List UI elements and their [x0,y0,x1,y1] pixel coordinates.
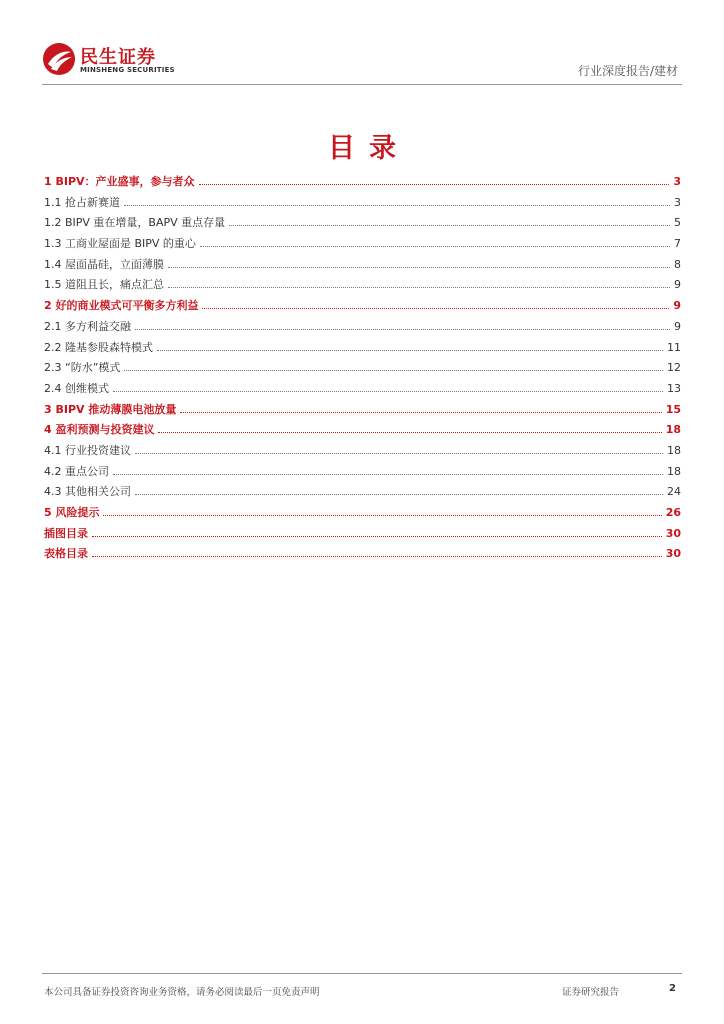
toc-entry-page[interactable]: 9 [673,299,681,313]
toc-title: 目录 [328,133,410,164]
company-logo [42,40,182,80]
toc-entry[interactable] [44,442,681,463]
toc-leader-dots [135,452,663,454]
toc-entry-label[interactable]: 2 好的商业模式可平衡多方利益 [44,299,199,313]
toc-leader-dots [113,390,663,392]
toc-entry[interactable] [44,483,681,504]
toc-entry-page[interactable]: 8 [674,257,681,271]
toc-entry-label[interactable]: 2.3 “防水”模式 [44,361,121,375]
toc-entry[interactable] [44,463,681,484]
footer-disclaimer: 本公司具备证券投资咨询业务资格，请务必阅读最后一页免责声明 [44,987,320,998]
toc-leader-dots [200,245,670,247]
toc-leader-dots [113,473,663,475]
toc-leader-dots [92,535,662,537]
toc-entry[interactable] [44,235,681,256]
toc-entry-label[interactable]: 5 风险提示 [44,506,100,519]
toc-entry-page[interactable]: 5 [674,216,681,230]
toc-entry-page[interactable]: 15 [665,402,681,416]
toc-entry[interactable] [44,545,681,566]
toc-entry[interactable] [44,380,681,401]
toc-entry-label[interactable]: 1.2 BIPV 重在增量，BAPV 重点存量 [44,216,226,230]
toc-entry-label[interactable]: 1.5 道阻且长，痛点汇总 [44,278,164,292]
toc-entry-label[interactable]: 1.1 抢占新赛道 [44,195,120,209]
toc-entry[interactable] [44,276,681,297]
toc-entry-label[interactable]: 4.2 重点公司 [44,464,109,478]
toc-entry[interactable] [44,214,681,235]
toc-entry[interactable] [44,359,681,380]
toc-entry-page[interactable]: 3 [673,175,681,188]
toc-entry-page[interactable]: 18 [665,423,681,437]
toc-leader-dots [168,266,670,268]
toc-entry[interactable] [44,297,681,318]
toc-leader-dots [157,349,663,351]
toc-entry-page[interactable]: 7 [674,237,681,251]
toc-entry-label[interactable]: 3 BIPV 推动薄膜电池放量 [44,402,177,416]
toc-leader-dots [135,493,663,495]
toc-leader-dots [229,224,670,226]
toc-entry[interactable] [44,525,681,546]
minsheng-logo-icon [42,42,76,76]
toc-leader-dots [135,328,670,330]
toc-entry-page[interactable]: 9 [674,319,681,333]
toc-entry[interactable] [44,173,681,194]
toc-entry[interactable] [44,339,681,360]
toc-leader-dots [124,204,670,206]
toc-entry-page[interactable]: 18 [667,443,681,457]
toc-leader-dots [158,431,661,433]
toc-leader-dots [180,411,661,413]
toc-entry-label[interactable]: 2.2 隆基参股森特模式 [44,340,153,354]
toc-entry-label[interactable]: 1.3 工商业屋面是 BIPV 的重心 [44,237,196,251]
toc-entry-page[interactable]: 24 [667,485,681,499]
toc-entry-page[interactable]: 13 [667,381,681,395]
toc-entry-label[interactable]: 4 盈利预测与投资建议 [44,423,155,437]
toc-entry[interactable] [44,194,681,215]
toc-entry[interactable] [44,256,681,277]
page-footer [42,973,682,1004]
toc-entry[interactable] [44,318,681,339]
toc-leader-dots [168,286,670,288]
report-category: 行业深度报告/建材 [577,64,678,78]
logo-chinese-name: 民生证券 [80,47,156,68]
toc-leader-dots [202,307,669,309]
toc-entry-label[interactable]: 表格目录 [44,547,88,561]
toc-entry-page[interactable]: 26 [665,506,681,519]
toc-entry-label[interactable]: 4.3 其他相关公司 [44,485,131,499]
toc-entry-page[interactable]: 18 [667,464,681,478]
toc-entry-page[interactable]: 9 [674,278,681,292]
toc-entry-page[interactable]: 30 [665,526,681,540]
toc-entry-page[interactable]: 12 [667,361,681,375]
toc-entry[interactable] [44,504,681,525]
toc-entry-label[interactable]: 1 BIPV：产业盛事，参与者众 [44,175,195,188]
page-number: 2 [669,983,676,994]
toc-entry-page[interactable]: 11 [667,340,681,354]
toc-leader-dots [92,555,662,557]
toc-leader-dots [124,369,663,371]
toc-entry[interactable] [44,401,681,422]
table-of-contents [44,173,681,566]
toc-entry-label[interactable]: 2.1 多方利益交融 [44,319,131,333]
toc-entry[interactable] [44,421,681,442]
footer-doc-type: 证券研究报告 [562,987,620,998]
toc-entry-label[interactable]: 4.1 行业投资建议 [44,443,131,457]
toc-leader-dots [199,183,670,185]
toc-leader-dots [103,514,661,516]
toc-entry-label[interactable]: 插图目录 [44,526,88,540]
toc-entry-label[interactable]: 1.4 屋面晶硅，立面薄膜 [44,257,164,271]
toc-entry-page[interactable]: 3 [674,195,681,209]
page-header [42,40,682,85]
logo-english-name: MINSHENG SECURITIES [80,66,175,74]
toc-entry-page[interactable]: 30 [665,547,681,561]
toc-entry-label[interactable]: 2.4 创维模式 [44,381,109,395]
